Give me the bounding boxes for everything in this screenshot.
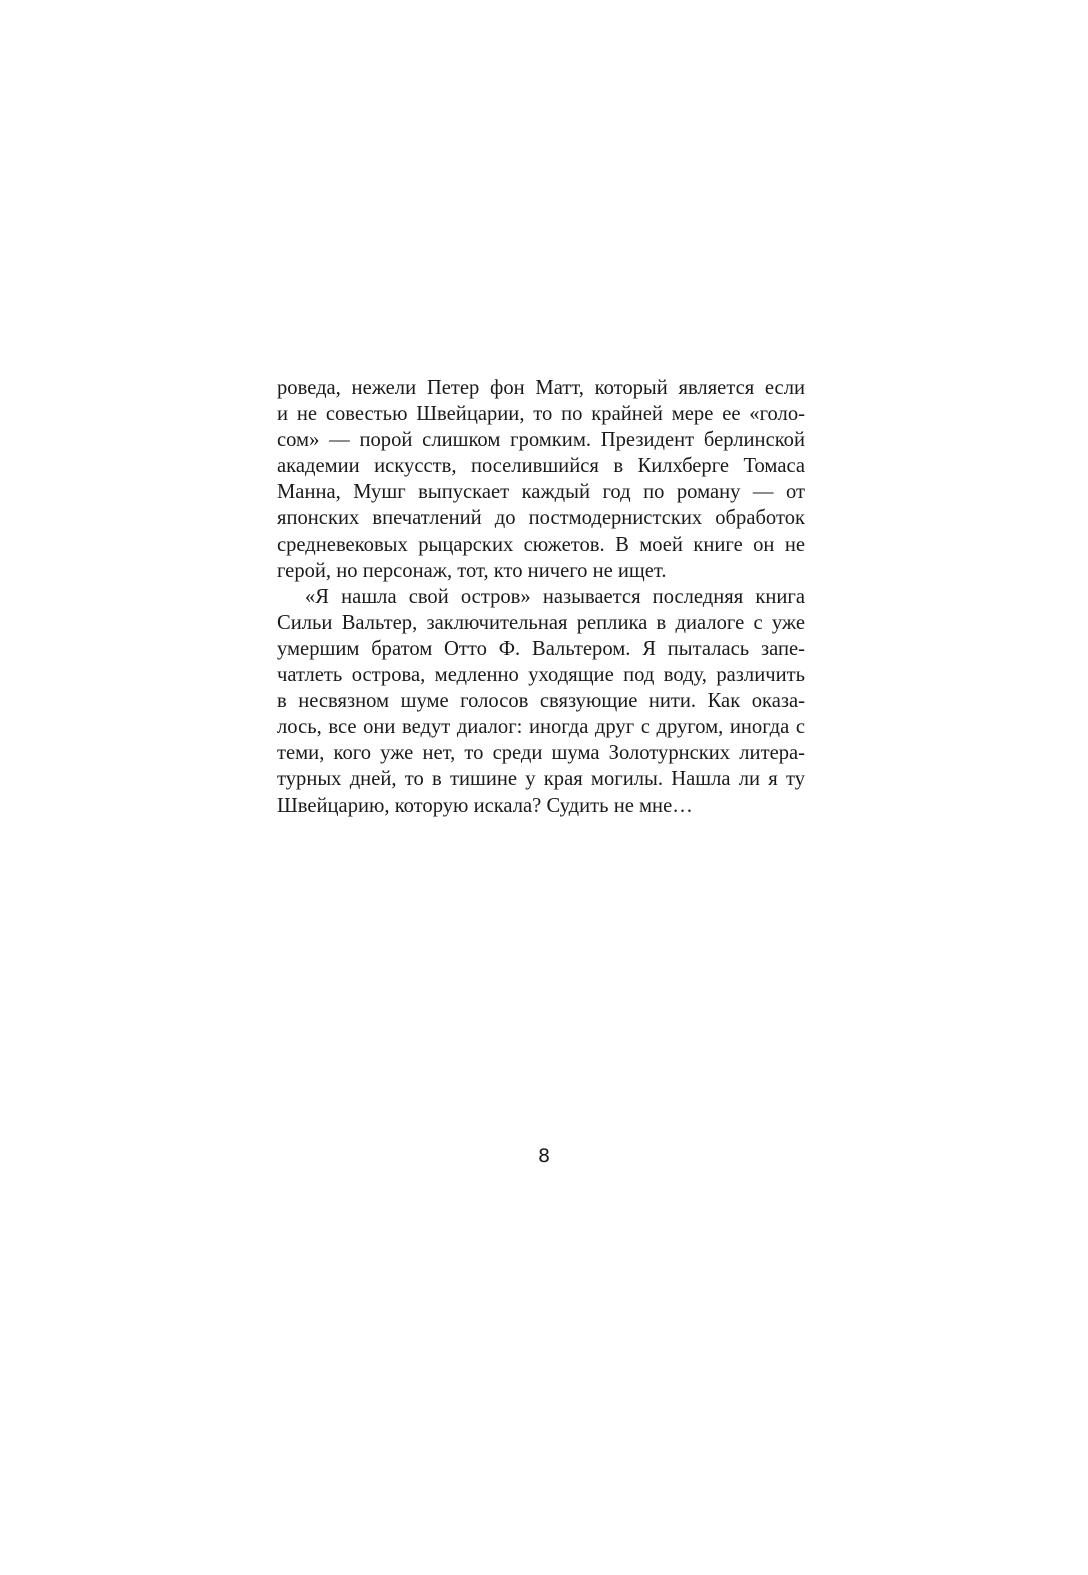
- text-line: Манна, Мушг выпускает каждый год по роману — от: [277, 481, 805, 504]
- page-number: 8: [537, 1145, 551, 1167]
- text-line: Сильи Вальтер, заключительная реплика в диалоге с уже: [277, 611, 805, 634]
- text-line: и не совестью Швейцарии, то по крайней мере ее «голо-: [277, 403, 805, 426]
- text-line: «Я нашла свой остров» называется последняя книга: [305, 585, 805, 608]
- text-line: японских впечатлений до постмодернистских обработок: [277, 507, 805, 530]
- text-line: роведа, нежели Петер фон Матт, который является если: [277, 377, 805, 399]
- body-text: [277, 375, 805, 819]
- text-line: в несвязном шуме голосов связующие нити. Как оказа-: [277, 690, 805, 713]
- text-line: академии искусств, поселившийся в Килхберге Томаса: [277, 455, 805, 478]
- text-line: сом» — порой слишком громким. Президент берлинской: [277, 429, 805, 452]
- text-line: лось, все они ведут диалог: иногда друг с другом, иногда с: [277, 716, 805, 739]
- text-line: средневековых рыцарских сюжетов. В моей книге он не: [277, 533, 805, 556]
- text-line: турных дней, то в тишине у края могилы. Нашла ли я ту: [277, 768, 805, 791]
- text-line: умершим братом Отто Ф. Вальтером. Я пыталась запе-: [277, 637, 805, 660]
- text-line: чатлеть острова, медленно уходящие под воду, различить: [277, 664, 805, 687]
- text-line: Швейцарию, которую искала? Судить не мне…: [277, 794, 693, 817]
- text-line: теми, кого уже нет, то среди шума Золотурнских литера-: [277, 742, 805, 765]
- text-line: герой, но персонаж, тот, кто ничего не ищет.: [277, 559, 667, 582]
